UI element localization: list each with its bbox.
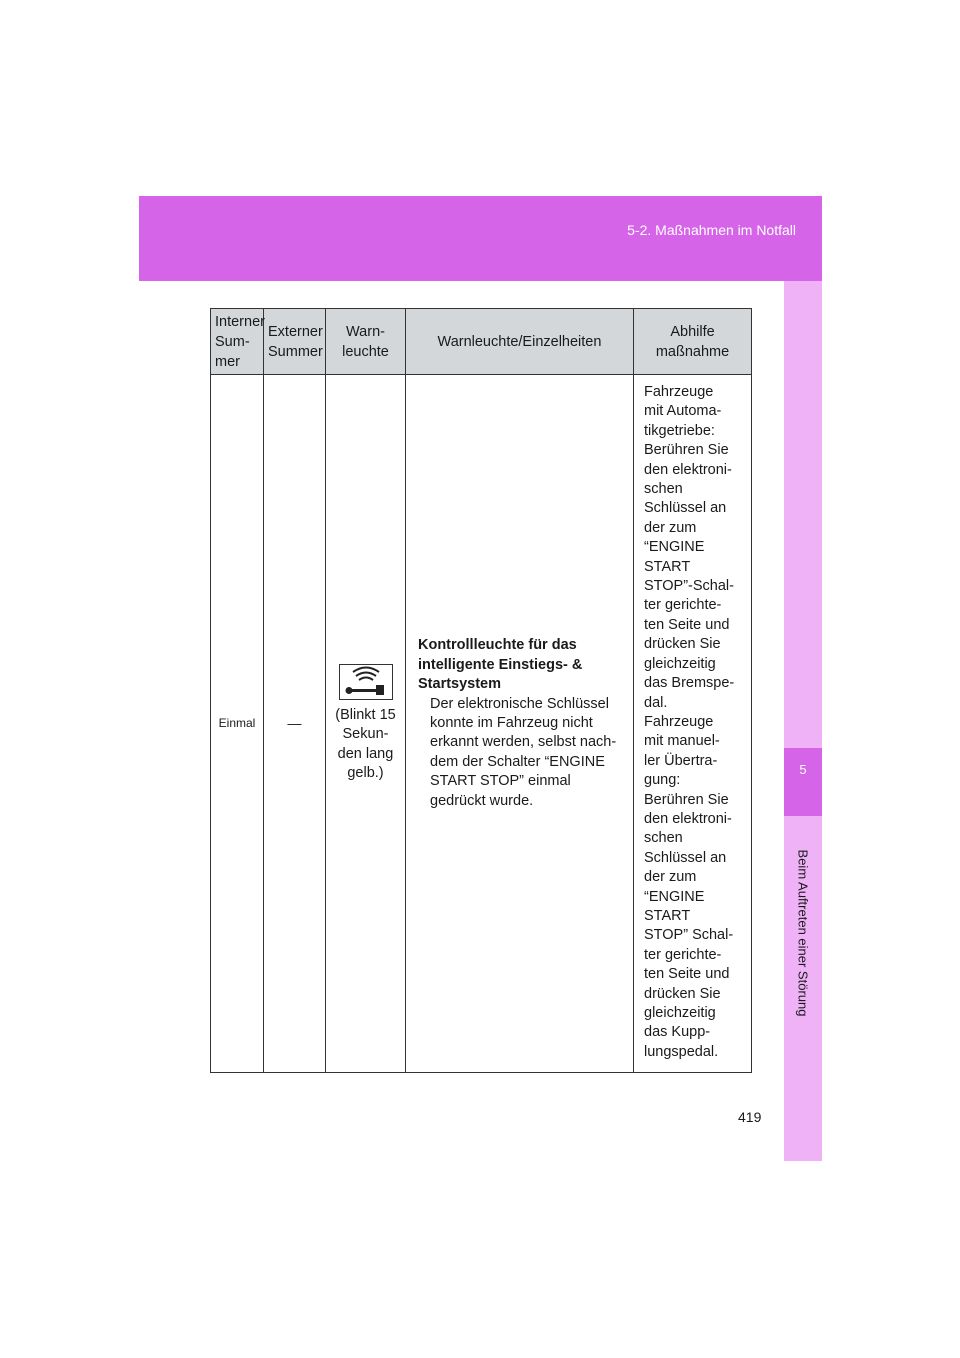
warning-light-description: (Blinkt 15 Sekun- den lang gelb.) xyxy=(335,706,396,782)
cell-remedy xyxy=(634,375,752,1073)
detail-title: Kontrollleuchte für das intelligente Einstiegs- & Startsystem xyxy=(418,637,583,693)
chapter-label: Beim Auftreten einer Störung xyxy=(795,849,811,1017)
chapter-number: 5 xyxy=(784,748,822,816)
section-header-band xyxy=(139,196,822,281)
page-number: 419 xyxy=(738,1109,762,1125)
table-row xyxy=(211,375,752,1073)
remedy-text: Fahrzeuge mit Automa- tikgetriebe: Berühren Sie den elektroni- schen Schlüssel an der zum “ENGINE START STOP”-Schal- ter gerichte- ten Seite und drücken Sie gleichzeitig das Bremspe- dal. Fahrzeuge mit manuel- ler Übertra- gung: Berühren Sie den elektroni- schen Schlüssel an der zum “ENGINE START STOP” Schal- ter gerichte- ten Seite und drücken Sie gleichzeitig das Kupp- lungspedal. xyxy=(644,384,735,1060)
header-internal-buzzer: Interner Sum- mer xyxy=(211,309,264,375)
header-external-buzzer: Externer Summer xyxy=(264,309,326,375)
cell-warning-light xyxy=(326,375,406,1073)
cell-internal-buzzer: Einmal xyxy=(211,375,264,1073)
cell-external-buzzer: — xyxy=(264,375,326,1073)
detail-text: Der elektronische Schlüssel konnte im Fahrzeug nicht erkannt werden, selbst nach-dem der Schalter “ENGINE START STOP” einmal gedrückt wurde. xyxy=(430,695,617,809)
chapter-side-tab xyxy=(784,281,822,1161)
cell-details xyxy=(406,375,634,1073)
smart-key-indicator-icon xyxy=(339,664,393,700)
table-header-row xyxy=(211,309,752,375)
header-remedy: Abhilfe maßnahme xyxy=(634,309,752,375)
header-warning-light: Warn- leuchte xyxy=(326,309,406,375)
header-details: Warnleuchte/Einzelheiten xyxy=(406,309,634,375)
section-title: 5-2. Maßnahmen im Notfall xyxy=(627,222,796,238)
warning-table xyxy=(210,308,752,1073)
